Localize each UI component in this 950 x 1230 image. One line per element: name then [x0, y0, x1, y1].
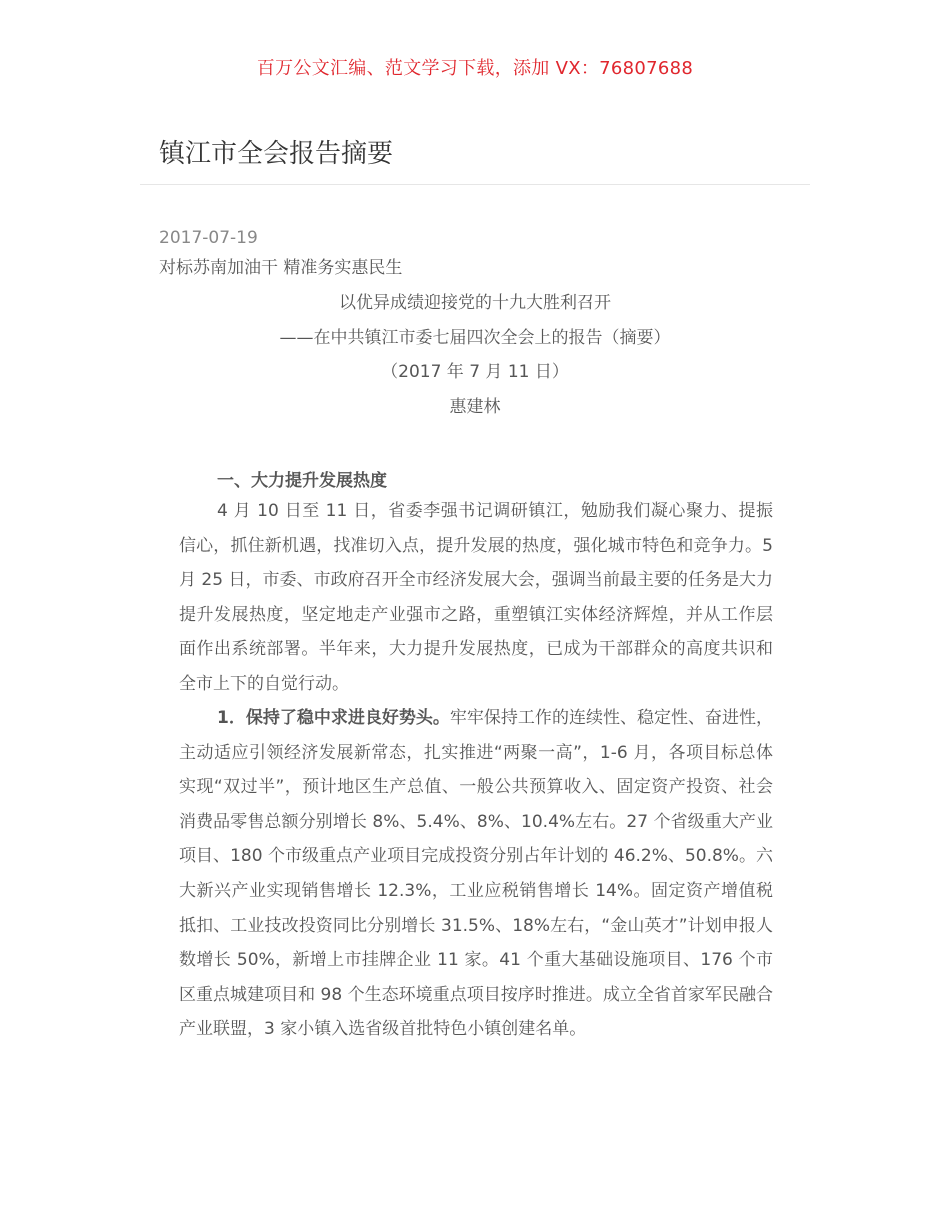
promo-banner: 百万公文汇编、范文学习下载，添加 VX：76807688	[256, 58, 694, 79]
report-headline: 以优异成绩迎接党的十九大胜利召开	[339, 293, 611, 313]
paragraph-text: 4 月 10 日至 11 日，省委李强书记调研镇江，勉励我们凝心聚力、提振信心，抓住新机遇，找准切入点，提升发展的热度，强化城市特色和竞争力。5 月 25 日，市委、市政府召开全市经济发展大会，强调当前最主要的任务是大力提升发展热度，坚定地走产业强市之路，重塑镇江实体经济辉煌，并从工作层面作出系统部署。半年来，大力提升发展热度，已成为干部群众的高度共识和全市上下的自觉行动。	[179, 501, 773, 694]
article-subtitle: 对标苏南加油干 精准务实惠民生	[159, 258, 403, 278]
report-date: （2017 年 7 月 11 日）	[381, 362, 569, 382]
paragraph-lead: 1．保持了稳中求进良好势头。	[217, 708, 450, 728]
paragraph-text: 牢牢保持工作的连续性、稳定性、奋进性，主动适应引领经济发展新常态，扎实推进“两聚一高”，1-6 月，各项目标总体实现“双过半”，预计地区生产总值、一般公共预算收入、固定资产投资、社会消费品零售总额分别增长 8%、5.4%、8%、10.4%左右。27 个省级重大产业项目、180 个市级重点产业项目完成投资分别占年计划的 46.2%、50.8%。六大新兴产业实现销售增长 12.3%，工业应税销售增长 14%。固定资产增值税抵扣、工业技改投资同比分别增长 31.5%、18%左右，“金山英才”计划申报人数增长 50%，新增上市挂牌企业 11 家。41 个重大基础设施项目、176 个市区重点城建项目和 98 个生态环境重点项目按序时推进。成立全省首家军民融合产业联盟，3 家小镇入选省级首批特色小镇创建名单。	[179, 708, 774, 1040]
report-occasion: ——在中共镇江市委七届四次全会上的报告（摘要）	[279, 328, 671, 348]
publish-date: 2017-07-19	[159, 228, 258, 248]
section-heading: 一、大力提升发展热度	[217, 471, 387, 491]
title-divider	[140, 184, 810, 185]
page-title: 镇江市全会报告摘要	[159, 139, 394, 169]
body-paragraph	[179, 494, 773, 702]
body-paragraph	[179, 701, 773, 1047]
report-author: 惠建林	[449, 397, 501, 417]
